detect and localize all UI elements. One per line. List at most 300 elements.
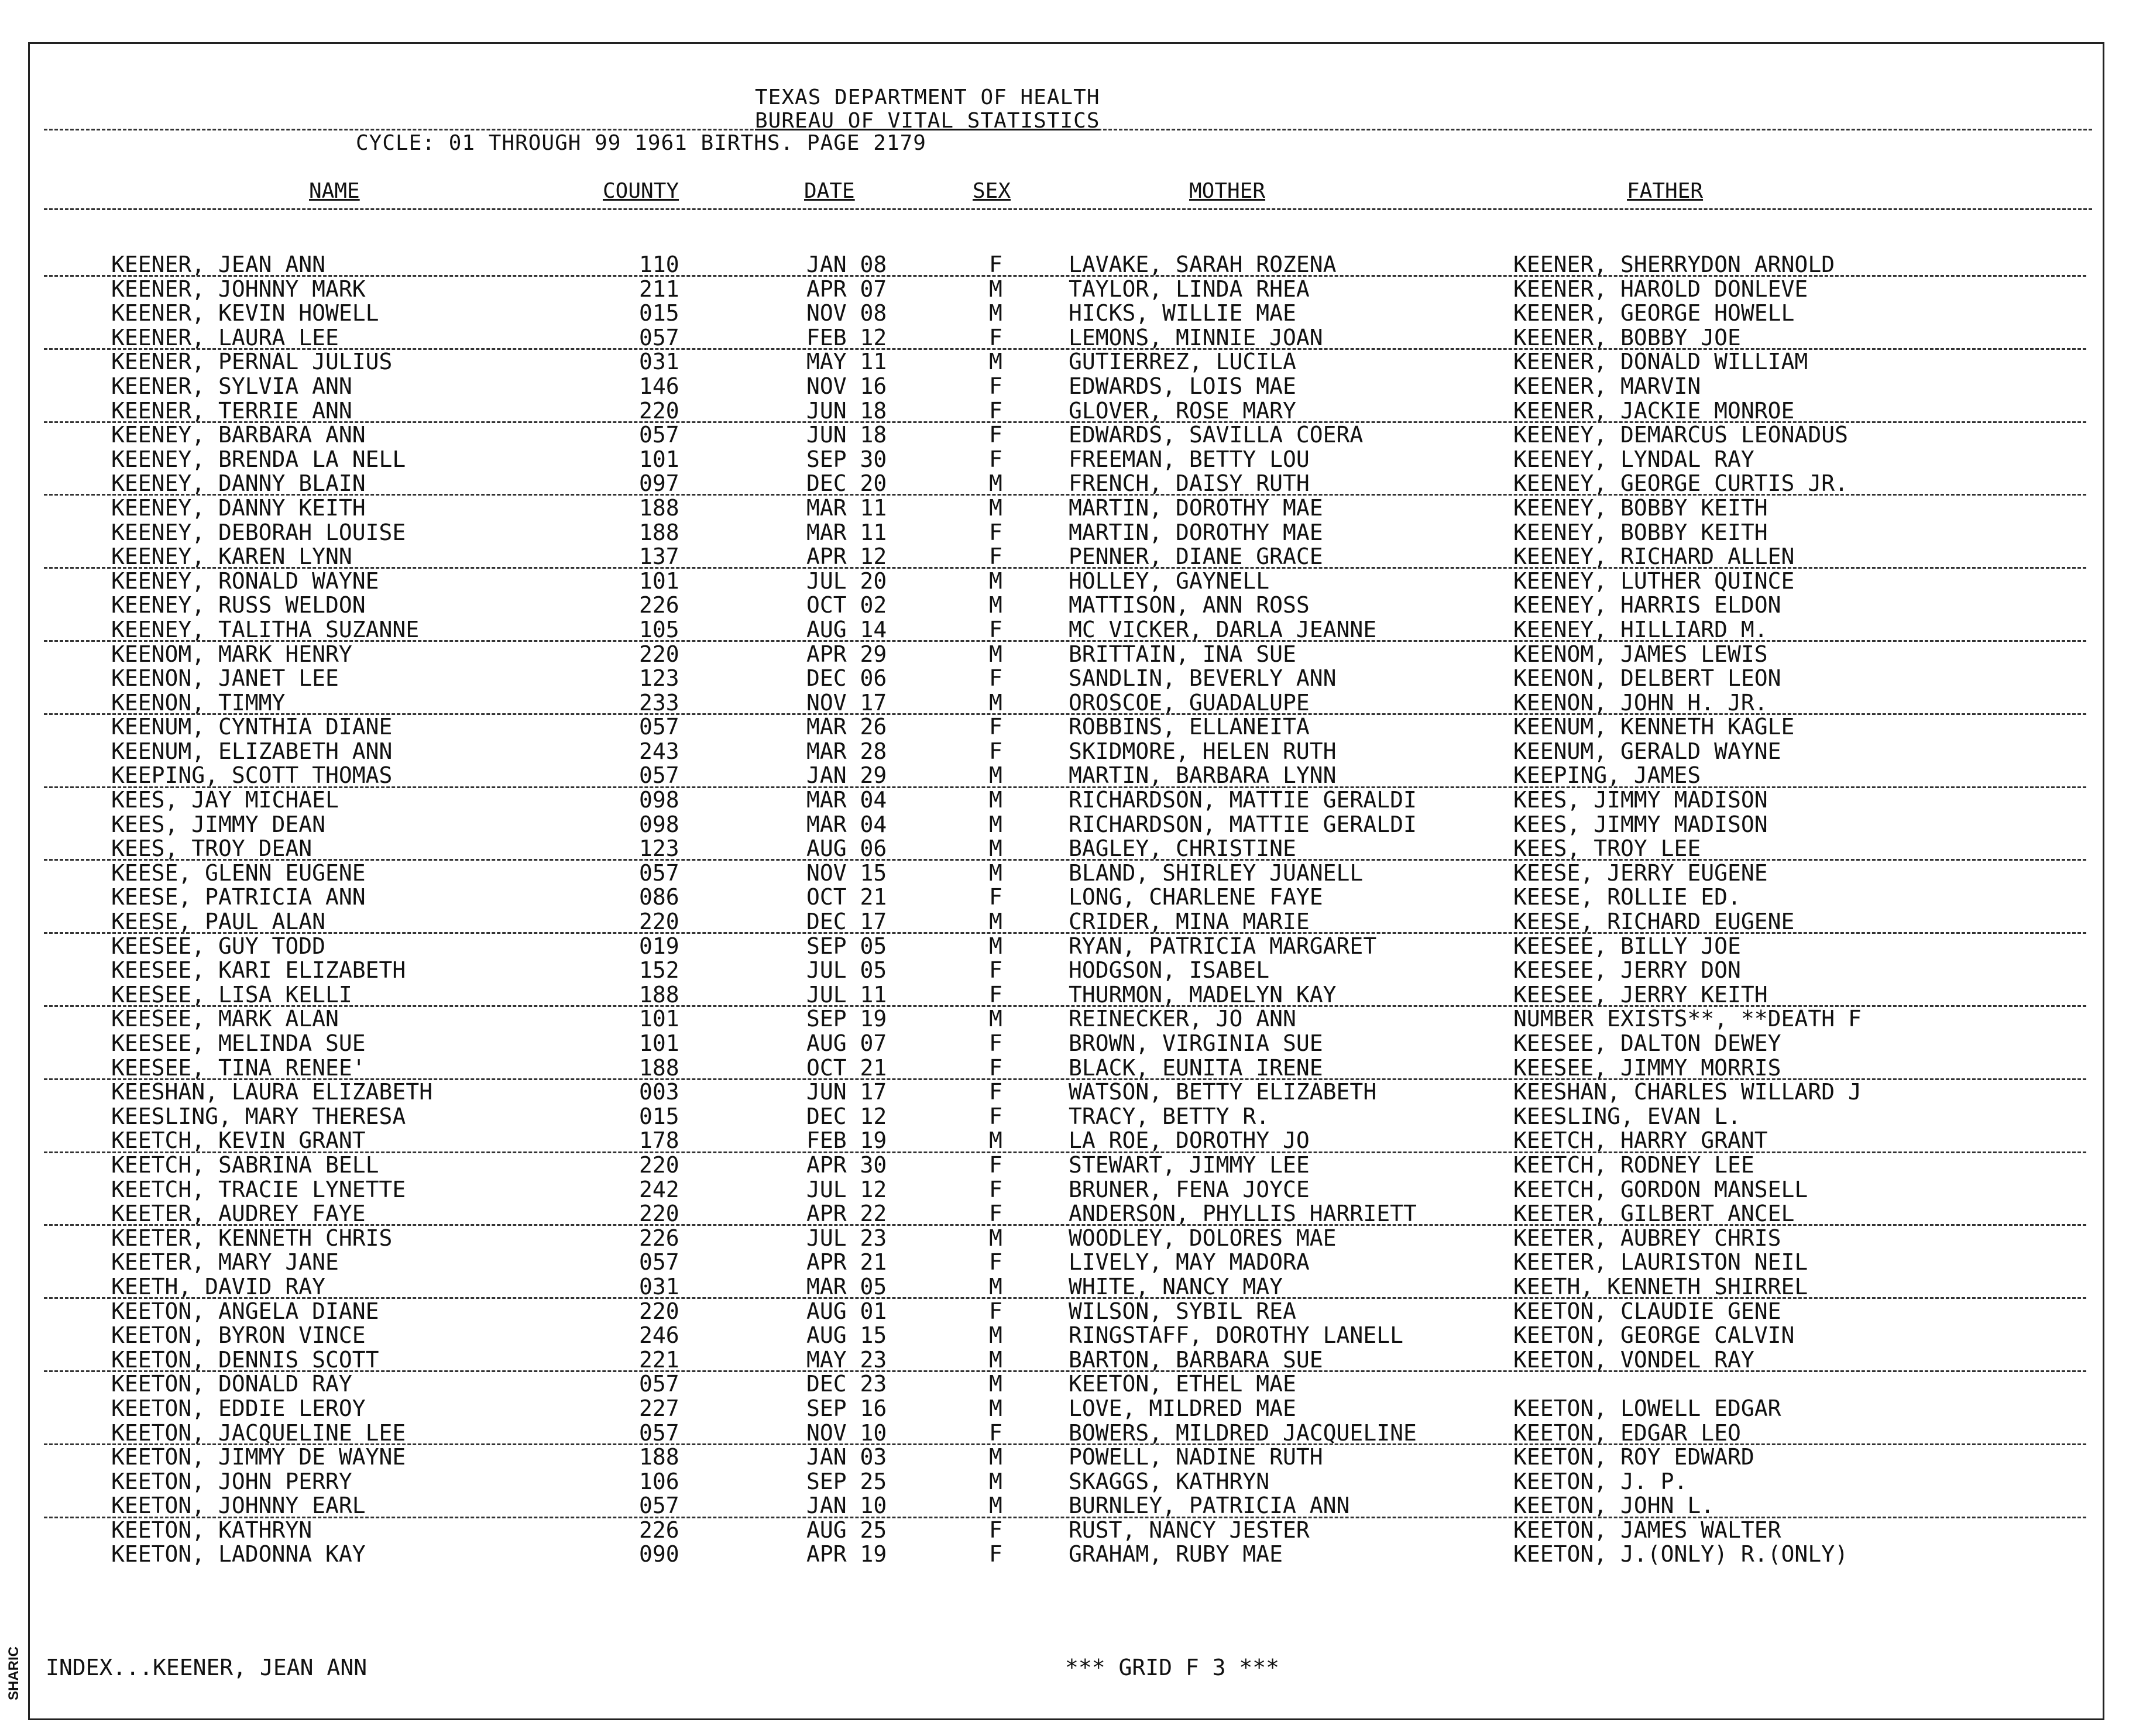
cell-father: KEETON, CLAUDIE GENE (1513, 1298, 1781, 1324)
cell-sex: F (989, 544, 1002, 570)
cell-sex: F (989, 884, 1002, 910)
cell-county: 098 (639, 811, 679, 837)
cell-sex: M (989, 836, 1002, 862)
table-row (0, 910, 2136, 934)
cell-county: 246 (639, 1322, 679, 1349)
cell-date: JAN 08 (806, 252, 887, 277)
cell-name: KEENEY, BARBARA ANN (111, 422, 366, 448)
cell-father: KEENOM, JAMES LEWIS (1513, 641, 1768, 667)
table-row (0, 1080, 2136, 1105)
column-header-rule (44, 208, 2092, 210)
cell-date: DEC 23 (806, 1371, 887, 1397)
cell-sex: M (989, 1322, 1002, 1349)
cell-father: KEENER, DONALD WILLIAM (1513, 349, 1808, 375)
cell-county: 227 (639, 1395, 679, 1421)
cell-date: JAN 03 (806, 1444, 887, 1470)
cell-mother: WOODLEY, DOLORES MAE (1069, 1225, 1337, 1251)
cell-sex: M (989, 300, 1002, 326)
cell-county: 242 (639, 1176, 679, 1202)
table-row (0, 813, 2136, 837)
cell-date: MAR 05 (806, 1273, 887, 1300)
cell-county: 188 (639, 1444, 679, 1470)
cell-sex: M (989, 276, 1002, 302)
cell-father: KEETON, ROY EDWARD (1513, 1444, 1754, 1470)
cell-name: KEETON, DENNIS SCOTT (111, 1346, 379, 1373)
cell-father: KEESEE, JIMMY MORRIS (1513, 1054, 1781, 1081)
table-row (0, 1421, 2136, 1446)
cell-sex: M (989, 1225, 1002, 1251)
table-row (0, 740, 2136, 764)
cell-county: 015 (639, 300, 679, 326)
cell-sex: M (989, 494, 1002, 521)
table-row (0, 1250, 2136, 1275)
table-row (0, 983, 2136, 1008)
cell-sex: F (989, 738, 1002, 764)
table-row (0, 448, 2136, 472)
cell-sex: F (989, 422, 1002, 448)
cell-county: 220 (639, 1201, 679, 1227)
cell-county: 226 (639, 592, 679, 618)
table-row (0, 934, 2136, 959)
cell-father: KEENEY, LYNDAL RAY (1513, 446, 1754, 472)
cell-date: AUG 07 (806, 1030, 887, 1056)
cell-mother: KEETON, ETHEL MAE (1069, 1371, 1296, 1397)
table-row (0, 958, 2136, 983)
cell-father: NUMBER EXISTS**, **DEATH F (1513, 1006, 1862, 1032)
cell-father: KEETER, AUBREY CHRIS (1513, 1225, 1781, 1251)
cell-mother: MARTIN, DOROTHY MAE (1069, 494, 1323, 521)
cell-mother: LEMONS, MINNIE JOAN (1069, 324, 1323, 350)
cell-father: KEENON, JOHN H. JR. (1513, 689, 1768, 716)
cell-date: JUL 12 (806, 1176, 887, 1202)
cell-father: KEESE, ROLLIE ED. (1513, 884, 1741, 910)
cell-mother: PENNER, DIANE GRACE (1069, 544, 1323, 570)
cell-mother: FREEMAN, BETTY LOU (1069, 446, 1310, 472)
cell-name: KEESEE, TINA RENEE' (111, 1054, 366, 1081)
cell-date: APR 19 (806, 1541, 887, 1567)
cell-mother: FRENCH, DAISY RUTH (1069, 470, 1310, 497)
cell-date: JUL 11 (806, 981, 887, 1008)
cell-county: 090 (639, 1541, 679, 1567)
cell-name: KEENEY, TALITHA SUZANNE (111, 616, 420, 642)
cell-sex: F (989, 1054, 1002, 1081)
records-table (0, 253, 2136, 1567)
header-bureau: BUREAU OF VITAL STATISTICS (755, 109, 1100, 133)
cell-mother: RICHARDSON, MATTIE GERALDI (1069, 811, 1417, 837)
cell-sex: F (989, 1419, 1002, 1446)
cell-sex: M (989, 787, 1002, 813)
cell-father: KEETON, JOHN L. (1513, 1493, 1715, 1519)
table-row (0, 1348, 2136, 1373)
cell-name: KEETCH, SABRINA BELL (111, 1151, 379, 1178)
cell-mother: LONG, CHARLENE FAYE (1069, 884, 1323, 910)
cell-name: KEENEY, KAREN LYNN (111, 544, 352, 570)
table-row (0, 301, 2136, 326)
cell-name: KEETON, JIMMY DE WAYNE (111, 1444, 406, 1470)
table-row (0, 374, 2136, 399)
cell-mother: ROBBINS, ELLANEITA (1069, 714, 1310, 740)
table-row (0, 885, 2136, 910)
table-row (0, 666, 2136, 691)
cell-sex: M (989, 1395, 1002, 1421)
cell-sex: F (989, 1176, 1002, 1202)
cell-county: 152 (639, 957, 679, 984)
cell-name: KEENEY, DANNY KEITH (111, 494, 366, 521)
table-row (0, 1105, 2136, 1129)
table-row (0, 691, 2136, 716)
table-row (0, 545, 2136, 569)
cell-county: 178 (639, 1127, 679, 1154)
table-row (0, 1372, 2136, 1397)
cell-mother: BURNLEY, PATRICIA ANN (1069, 1493, 1350, 1519)
cell-mother: BROWN, VIRGINIA SUE (1069, 1030, 1323, 1056)
cell-name: KEETON, JOHN PERRY (111, 1468, 352, 1494)
cell-name: KEESEE, LISA KELLI (111, 981, 352, 1008)
cell-mother: RUST, NANCY JESTER (1069, 1517, 1310, 1543)
cell-county: 019 (639, 933, 679, 959)
cell-father: KEESHAN, CHARLES WILLARD J (1513, 1079, 1862, 1105)
cell-sex: F (989, 714, 1002, 740)
cell-county: 220 (639, 1298, 679, 1324)
cell-sex: F (989, 1151, 1002, 1178)
cell-father: KEENUM, GERALD WAYNE (1513, 738, 1781, 764)
cell-county: 057 (639, 324, 679, 350)
cell-father: KEETON, VONDEL RAY (1513, 1346, 1754, 1373)
cell-county: 105 (639, 616, 679, 642)
cell-father: KEENER, HAROLD DONLEVE (1513, 276, 1808, 302)
table-row (0, 1032, 2136, 1056)
cell-sex: M (989, 1444, 1002, 1470)
cell-name: KEENER, LAURA LEE (111, 324, 339, 350)
cell-name: KEETON, JACQUELINE LEE (111, 1419, 406, 1446)
cell-sex: F (989, 1541, 1002, 1567)
cell-father: KEES, JIMMY MADISON (1513, 811, 1768, 837)
cell-name: KEETON, ANGELA DIANE (111, 1298, 379, 1324)
column-header-date: DATE (804, 179, 855, 203)
cell-sex: M (989, 1493, 1002, 1519)
cell-father: KEETON, LOWELL EDGAR (1513, 1395, 1781, 1421)
cell-date: MAY 11 (806, 349, 887, 375)
cell-father: KEENER, MARVIN (1513, 373, 1701, 399)
table-row (0, 764, 2136, 788)
cell-county: 015 (639, 1103, 679, 1129)
cell-sex: F (989, 1249, 1002, 1276)
table-row (0, 837, 2136, 861)
cell-date: FEB 19 (806, 1127, 887, 1154)
cell-county: 123 (639, 665, 679, 692)
cell-date: JUN 18 (806, 422, 887, 448)
cell-county: 031 (639, 349, 679, 375)
cell-sex: F (989, 1030, 1002, 1056)
cell-date: AUG 06 (806, 836, 887, 862)
cell-mother: BAGLEY, CHRISTINE (1069, 836, 1296, 862)
column-header-county: COUNTY (603, 179, 679, 203)
cell-county: 137 (639, 544, 679, 570)
cell-date: MAR 28 (806, 738, 887, 764)
cell-date: AUG 15 (806, 1322, 887, 1349)
table-row (0, 1178, 2136, 1202)
cell-sex: F (989, 1298, 1002, 1324)
cell-county: 220 (639, 909, 679, 935)
cell-date: JAN 29 (806, 762, 887, 789)
cell-sex: M (989, 568, 1002, 594)
footer-index: INDEX...KEENER, JEAN ANN (46, 1655, 368, 1680)
cell-date: NOV 10 (806, 1419, 887, 1446)
cell-county: 211 (639, 276, 679, 302)
table-row (0, 593, 2136, 618)
cell-mother: TRACY, BETTY R. (1069, 1103, 1270, 1129)
cell-mother: TAYLOR, LINDA RHEA (1069, 276, 1310, 302)
cell-date: MAR 04 (806, 811, 887, 837)
cell-father: KEETCH, GORDON MANSELL (1513, 1176, 1808, 1202)
cell-name: KEENEY, DANNY BLAIN (111, 470, 366, 497)
cell-father: KEES, TROY LEE (1513, 836, 1701, 862)
cell-name: KEETH, DAVID RAY (111, 1273, 326, 1300)
cell-father: KEETER, LAURISTON NEIL (1513, 1249, 1808, 1276)
cell-county: 101 (639, 1030, 679, 1056)
cell-county: 086 (639, 884, 679, 910)
table-row (0, 423, 2136, 448)
cell-county: 220 (639, 641, 679, 667)
header-department: TEXAS DEPARTMENT OF HEALTH (755, 85, 1100, 109)
cell-date: SEP 16 (806, 1395, 887, 1421)
cell-mother: GLOVER, ROSE MARY (1069, 397, 1296, 424)
cell-date: DEC 06 (806, 665, 887, 692)
cell-date: DEC 20 (806, 470, 887, 497)
cell-county: 221 (639, 1346, 679, 1373)
cell-date: MAR 04 (806, 787, 887, 813)
cell-father: KEENEY, HILLIARD M. (1513, 616, 1768, 642)
column-header-name: NAME (309, 179, 360, 203)
cell-mother: LOVE, MILDRED MAE (1069, 1395, 1296, 1421)
cell-sex: M (989, 933, 1002, 959)
cell-county: 226 (639, 1225, 679, 1251)
cell-name: KEETON, LADONNA KAY (111, 1541, 366, 1567)
cell-name: KEETON, BYRON VINCE (111, 1322, 366, 1349)
cell-sex: M (989, 1468, 1002, 1494)
cell-father: KEETH, KENNETH SHIRREL (1513, 1273, 1808, 1300)
cell-county: 057 (639, 860, 679, 886)
cell-county: 243 (639, 738, 679, 764)
cell-mother: CRIDER, MINA MARIE (1069, 909, 1310, 935)
cell-sex: F (989, 1079, 1002, 1105)
table-row (0, 521, 2136, 545)
cell-date: AUG 25 (806, 1517, 887, 1543)
cell-mother: RINGSTAFF, DOROTHY LANELL (1069, 1322, 1403, 1349)
column-header-mother: MOTHER (1189, 179, 1266, 203)
cell-date: NOV 16 (806, 373, 887, 399)
cell-sex: F (989, 397, 1002, 424)
cell-date: OCT 02 (806, 592, 887, 618)
cell-mother: HICKS, WILLIE MAE (1069, 300, 1296, 326)
cell-father: KEESEE, JERRY KEITH (1513, 981, 1768, 1008)
cell-father: KEESLING, EVAN L. (1513, 1103, 1741, 1129)
header-cycle: CYCLE: 01 THROUGH 99 1961 BIRTHS. PAGE 2179 (356, 131, 926, 155)
cell-date: AUG 01 (806, 1298, 887, 1324)
cell-date: SEP 30 (806, 446, 887, 472)
cell-date: MAR 11 (806, 494, 887, 521)
cell-name: KEENON, JANET LEE (111, 665, 339, 692)
table-row (0, 1470, 2136, 1494)
cell-sex: F (989, 446, 1002, 472)
cell-date: APR 30 (806, 1151, 887, 1178)
cell-mother: MARTIN, BARBARA LYNN (1069, 762, 1337, 789)
cell-father: KEENEY, GEORGE CURTIS JR. (1513, 470, 1848, 497)
cell-county: 188 (639, 981, 679, 1008)
table-row (0, 496, 2136, 521)
cell-sex: F (989, 373, 1002, 399)
cell-date: JUL 05 (806, 957, 887, 984)
cell-name: KEETON, KATHRYN (111, 1517, 312, 1543)
cell-sex: M (989, 811, 1002, 837)
cell-county: 146 (639, 373, 679, 399)
cell-date: AUG 14 (806, 616, 887, 642)
cell-mother: EDWARDS, SAVILLA COERA (1069, 422, 1364, 448)
cell-date: NOV 15 (806, 860, 887, 886)
cell-date: MAR 11 (806, 519, 887, 545)
cell-father: KEENEY, HARRIS ELDON (1513, 592, 1781, 618)
cell-mother: BRITTAIN, INA SUE (1069, 641, 1296, 667)
cell-mother: LIVELY, MAY MADORA (1069, 1249, 1310, 1276)
cell-name: KEENEY, BRENDA LA NELL (111, 446, 406, 472)
cell-date: JUN 18 (806, 397, 887, 424)
table-row (0, 1494, 2136, 1518)
cell-name: KEENER, PERNAL JULIUS (111, 349, 393, 375)
cell-county: 123 (639, 836, 679, 862)
table-row (0, 253, 2136, 277)
table-row (0, 326, 2136, 350)
cell-name: KEENON, TIMMY (111, 689, 286, 716)
cell-father: KEETON, J.(ONLY) R.(ONLY) (1513, 1541, 1848, 1567)
cell-father: KEENER, JACKIE MONROE (1513, 397, 1795, 424)
cell-mother: RYAN, PATRICIA MARGARET (1069, 933, 1377, 959)
cell-father: KEESEE, DALTON DEWEY (1513, 1030, 1781, 1056)
cell-date: MAR 26 (806, 714, 887, 740)
cell-sex: F (989, 665, 1002, 692)
cell-mother: BLACK, EUNITA IRENE (1069, 1054, 1323, 1081)
cell-county: 057 (639, 714, 679, 740)
cell-mother: BRUNER, FENA JOYCE (1069, 1176, 1310, 1202)
cell-sex: M (989, 1127, 1002, 1154)
cell-mother: HODGSON, ISABEL (1069, 957, 1270, 984)
table-row (0, 1445, 2136, 1470)
table-row (0, 642, 2136, 667)
cell-name: KEETON, JOHNNY EARL (111, 1493, 366, 1519)
table-row (0, 1056, 2136, 1081)
cell-mother: REINECKER, JO ANN (1069, 1006, 1296, 1032)
cell-name: KEENER, JOHNNY MARK (111, 276, 366, 302)
cell-date: JUL 20 (806, 568, 887, 594)
cell-date: NOV 08 (806, 300, 887, 326)
table-row (0, 1202, 2136, 1226)
cell-father: KEETON, GEORGE CALVIN (1513, 1322, 1795, 1349)
cell-father: KEETCH, HARRY GRANT (1513, 1127, 1768, 1154)
cell-name: KEENUM, ELIZABETH ANN (111, 738, 393, 764)
table-row (0, 1518, 2136, 1543)
cell-mother: BLAND, SHIRLEY JUANELL (1069, 860, 1364, 886)
cell-father: KEES, JIMMY MADISON (1513, 787, 1768, 813)
table-row (0, 1542, 2136, 1567)
cell-mother: THURMON, MADELYN KAY (1069, 981, 1337, 1008)
cell-name: KEES, TROY DEAN (111, 836, 312, 862)
cell-name: KEENER, SYLVIA ANN (111, 373, 352, 399)
cell-sex: F (989, 1103, 1002, 1129)
cell-father: KEENEY, BOBBY KEITH (1513, 494, 1768, 521)
table-row (0, 1324, 2136, 1348)
cell-sex: M (989, 1006, 1002, 1032)
side-label-text: SHARIC (6, 1646, 22, 1701)
cell-county: 057 (639, 422, 679, 448)
cell-mother: MATTISON, ANN ROSS (1069, 592, 1310, 618)
cell-father: KEEPING, JAMES (1513, 762, 1701, 789)
cell-mother: HOLLEY, GAYNELL (1069, 568, 1270, 594)
cell-sex: F (989, 957, 1002, 984)
cell-county: 057 (639, 1249, 679, 1276)
cell-date: APR 22 (806, 1201, 887, 1227)
cell-father: KEENEY, DEMARCUS LEONADUS (1513, 422, 1848, 448)
cell-sex: F (989, 616, 1002, 642)
cell-father: KEENEY, LUTHER QUINCE (1513, 568, 1795, 594)
cell-sex: M (989, 470, 1002, 497)
cell-name: KEENEY, DEBORAH LOUISE (111, 519, 406, 545)
table-row (0, 1007, 2136, 1032)
cell-sex: F (989, 981, 1002, 1008)
cell-county: 097 (639, 470, 679, 497)
cell-mother: EDWARDS, LOIS MAE (1069, 373, 1296, 399)
cell-county: 057 (639, 1419, 679, 1446)
cell-date: DEC 12 (806, 1103, 887, 1129)
cell-date: MAY 23 (806, 1346, 887, 1373)
cell-mother: SKIDMORE, HELEN RUTH (1069, 738, 1337, 764)
cell-father: KEETON, JAMES WALTER (1513, 1517, 1781, 1543)
cell-father: KEENER, GEORGE HOWELL (1513, 300, 1795, 326)
cell-date: OCT 21 (806, 884, 887, 910)
cell-sex: M (989, 909, 1002, 935)
cell-mother: STEWART, JIMMY LEE (1069, 1151, 1310, 1178)
cell-county: 220 (639, 397, 679, 424)
table-row (0, 277, 2136, 302)
column-header-sex: SEX (973, 179, 1011, 203)
cell-name: KEESEE, MARK ALAN (111, 1006, 339, 1032)
cell-name: KEENUM, CYNTHIA DIANE (111, 714, 393, 740)
cell-father: KEENEY, RICHARD ALLEN (1513, 544, 1795, 570)
cell-county: 101 (639, 446, 679, 472)
cell-father: KEENEY, BOBBY KEITH (1513, 519, 1768, 545)
cell-county: 220 (639, 1151, 679, 1178)
cell-mother: RICHARDSON, MATTIE GERALDI (1069, 787, 1417, 813)
cell-name: KEESEE, KARI ELIZABETH (111, 957, 406, 984)
cell-name: KEESE, GLENN EUGENE (111, 860, 366, 886)
cell-name: KEES, JIMMY DEAN (111, 811, 326, 837)
cell-mother: SKAGGS, KATHRYN (1069, 1468, 1270, 1494)
cell-father: KEETER, GILBERT ANCEL (1513, 1201, 1795, 1227)
cell-county: 057 (639, 1371, 679, 1397)
cell-name: KEES, JAY MICHAEL (111, 787, 339, 813)
cell-name: KEETER, MARY JANE (111, 1249, 339, 1276)
table-row (0, 618, 2136, 642)
cell-name: KEETON, DONALD RAY (111, 1371, 352, 1397)
cell-sex: M (989, 762, 1002, 789)
cell-name: KEENEY, RONALD WAYNE (111, 568, 379, 594)
cell-date: APR 21 (806, 1249, 887, 1276)
cell-sex: M (989, 349, 1002, 375)
cell-father: KEETON, EDGAR LEO (1513, 1419, 1741, 1446)
table-row (0, 1275, 2136, 1300)
cell-mother: WHITE, NANCY MAY (1069, 1273, 1283, 1300)
cell-county: 031 (639, 1273, 679, 1300)
cell-name: KEESEE, GUY TODD (111, 933, 326, 959)
cell-name: KEENEY, RUSS WELDON (111, 592, 366, 618)
